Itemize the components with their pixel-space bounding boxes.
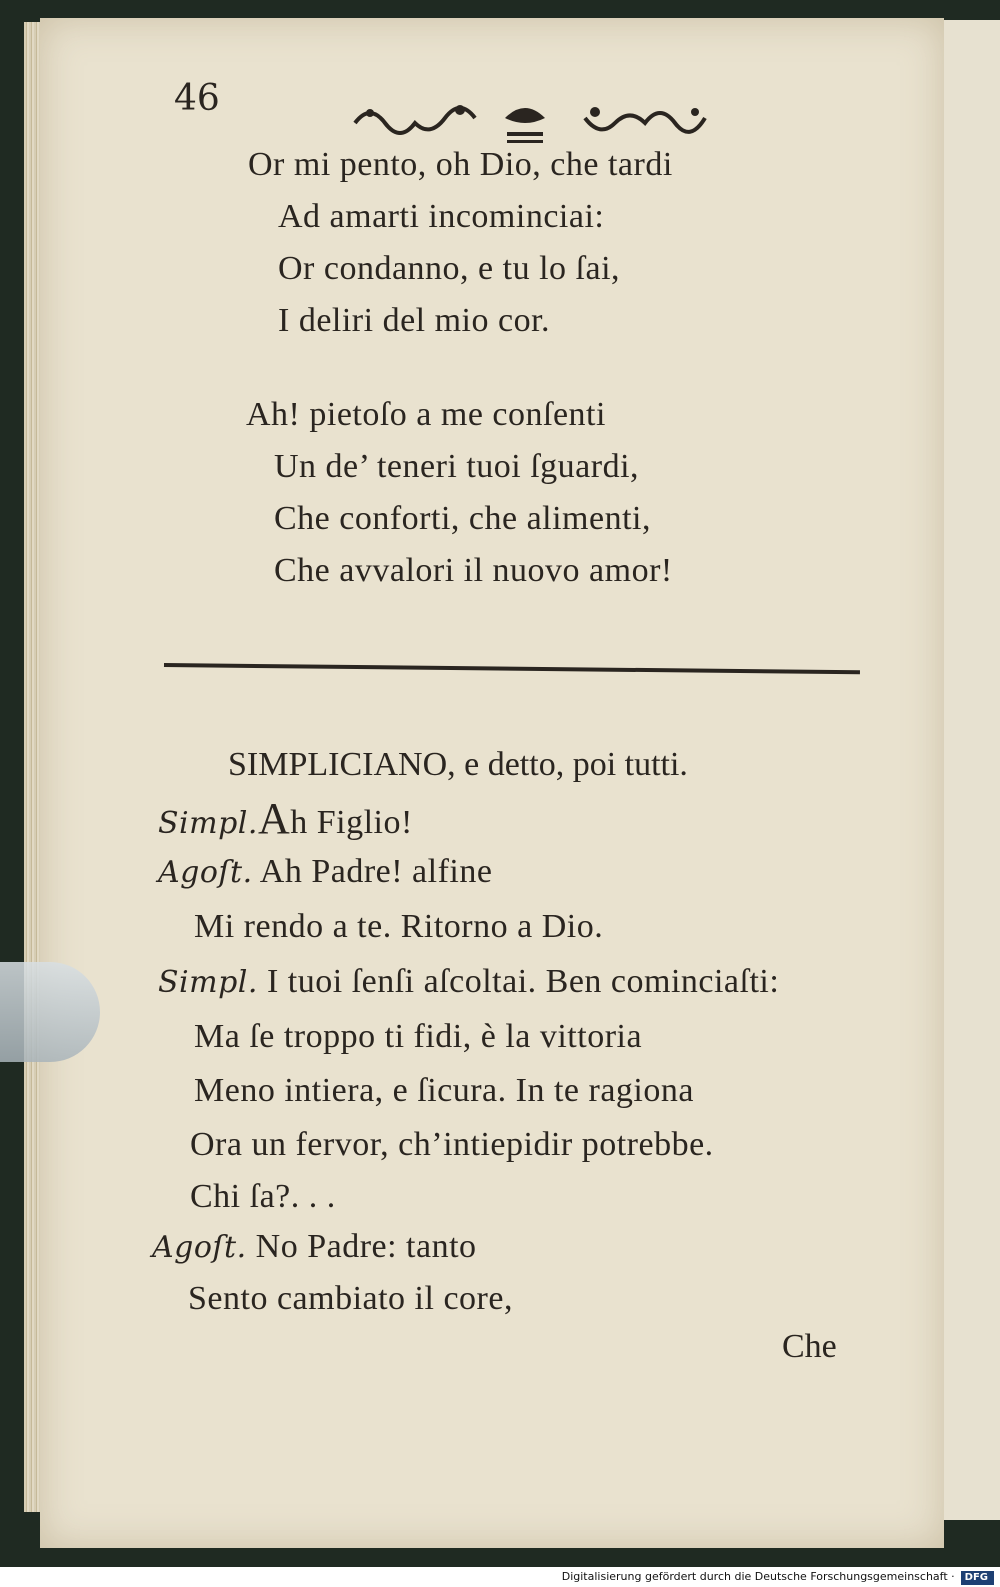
speaker-label: Agoſt. <box>152 1230 247 1265</box>
drop-cap: A <box>257 794 291 843</box>
verse-line: Ah! pietoſo a me conſenti <box>246 396 606 433</box>
page-number: 46 <box>174 78 220 119</box>
dialogue-text: No Padre: tanto <box>255 1228 477 1265</box>
dfg-logo: DFG <box>961 1571 994 1585</box>
ornament-right-icon <box>580 98 710 148</box>
dialogue-line: Ma ſe troppo ti fidi, è la vittoria <box>194 1018 643 1055</box>
verse-line: Un de’ teneri tuoi ſguardi, <box>274 448 640 485</box>
verse-line: I deliri del mio cor. <box>278 302 551 339</box>
dialogue-text: I tuoi ſenſi aſcoltai. Ben cominciaſti: <box>266 963 780 1000</box>
ornament-center-icon <box>495 98 555 148</box>
digitization-footer <box>0 1567 1000 1587</box>
dialogue-line: Ora un fervor, ch’intiepidir potrebbe. <box>190 1126 714 1163</box>
verse-line: Or condanno, e tu lo ſai, <box>278 250 621 287</box>
footer-text: Digitalisierung gefördert durch die Deutsche Forschungsgemeinschaft · <box>561 1570 955 1583</box>
dialogue-line: Meno intiera, e ſicura. In te ragiona <box>194 1072 694 1109</box>
dialogue-line <box>158 853 492 891</box>
verse-line: Che avvalori il nuovo amor! <box>274 552 673 589</box>
verse-line: Ad amarti incominciai: <box>278 198 605 235</box>
speaker-label: Simpl. <box>158 806 258 841</box>
ornament-left-icon <box>350 98 480 148</box>
verse-line: Or mi pento, oh Dio, che tardi <box>248 146 673 183</box>
speaker-label: Simpl. <box>158 965 258 1000</box>
dialogue-line: Sento cambiato il core, <box>188 1280 513 1317</box>
dialogue-text: Ah Padre! alfine <box>259 853 493 890</box>
dialogue-line: Mi rendo a te. Ritorno a Dio. <box>194 908 604 945</box>
dialogue-line <box>152 1228 477 1266</box>
catchword: Che <box>782 1328 837 1365</box>
dialogue-text: h Figlio! <box>290 804 413 841</box>
speaker-label: Agoſt. <box>158 855 253 890</box>
page-clip <box>0 962 100 1062</box>
dialogue-line <box>158 963 779 1001</box>
scene-heading: SIMPLICIANO, e detto, poi tutti. <box>228 746 688 783</box>
dialogue-line <box>158 793 413 844</box>
verse-line: Che conforti, che alimenti, <box>274 500 651 537</box>
facing-page-edge <box>936 20 1000 1520</box>
dialogue-line: Chi ſa?. . . <box>190 1178 336 1215</box>
section-divider <box>164 663 860 674</box>
book-page <box>40 18 944 1548</box>
